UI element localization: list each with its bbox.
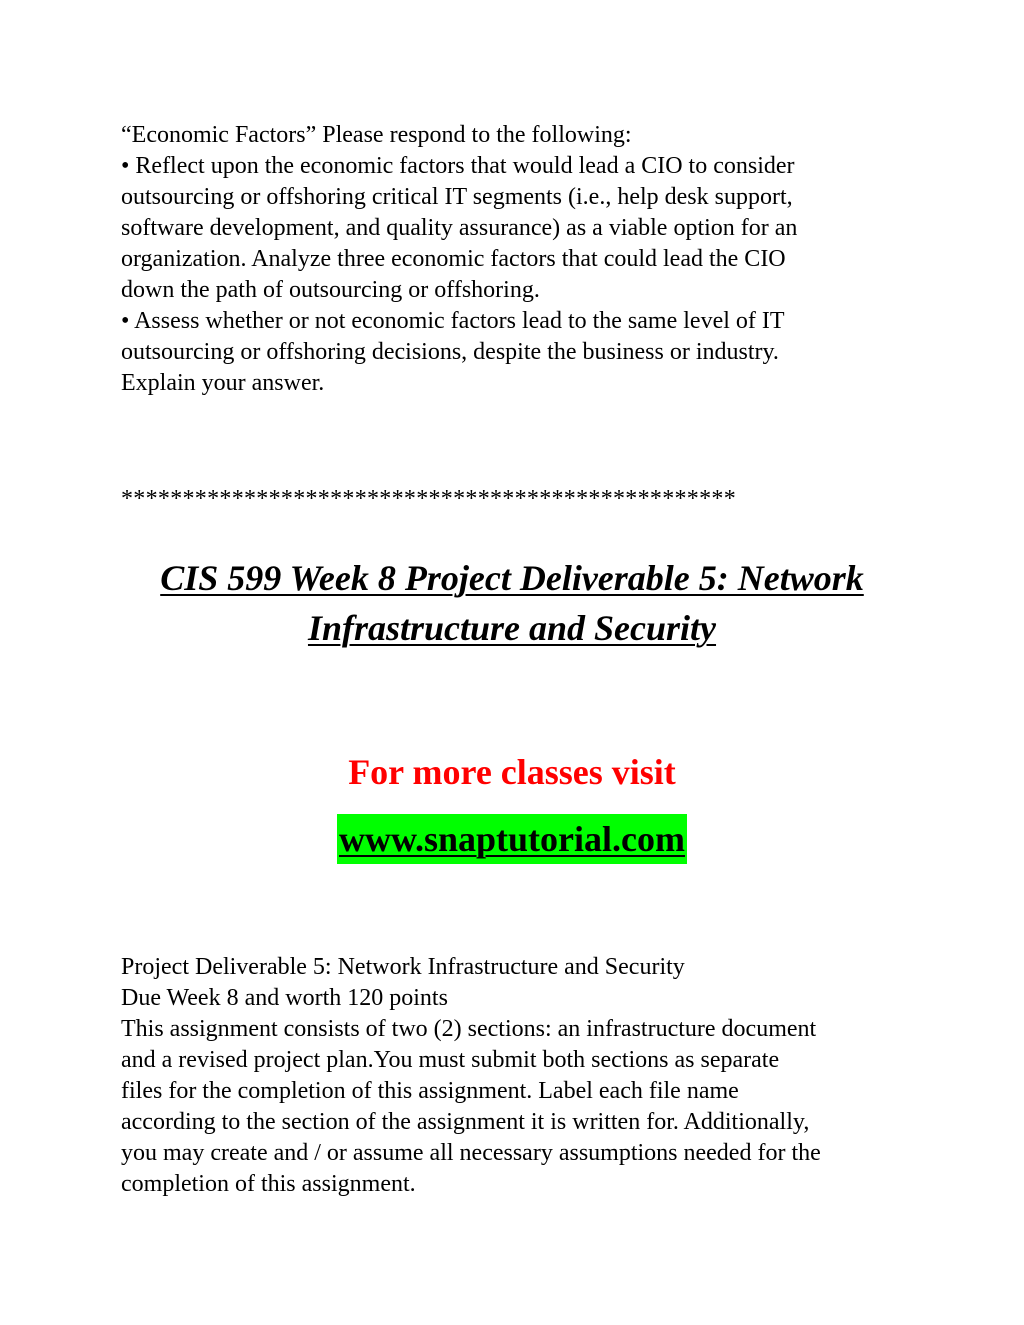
prompt-line: • Reflect upon the economic factors that would lead a CIO to consider (121, 153, 795, 179)
promo-link-wrapper (0, 814, 1024, 864)
heading-line (0, 553, 1024, 603)
promo-text: For more classes visit (348, 752, 676, 792)
description-line: and a revised project plan.You must submit both sections as separate (121, 1047, 780, 1073)
prompt-line: organization. Analyze three economic factors that could lead the CIO (121, 246, 786, 272)
description-line: Project Deliverable 5: Network Infrastructure and Security (121, 954, 685, 980)
prompt-line: down the path of outsourcing or offshoring. (121, 277, 540, 303)
description-line: you may create and / or assume all necessary assumptions needed for the (121, 1140, 821, 1166)
heading-line (0, 603, 1024, 653)
course-heading[interactable] (0, 553, 1024, 653)
discussion-prompt (121, 120, 921, 399)
prompt-line: “Economic Factors” Please respond to the following: (121, 122, 632, 148)
prompt-line: • Assess whether or not economic factors lead to the same level of IT (121, 308, 785, 334)
prompt-line: outsourcing or offshoring critical IT segments (i.e., help desk support, (121, 184, 793, 210)
description-line: This assignment consists of two (2) sections: an infrastructure document (121, 1016, 817, 1042)
prompt-line: outsourcing or offshoring decisions, despite the business or industry. (121, 339, 779, 365)
description-line: according to the section of the assignment it is written for. Additionally, (121, 1109, 810, 1135)
description-line: files for the completion of this assignment. Label each file name (121, 1078, 739, 1104)
project-description (121, 952, 921, 1200)
website-link[interactable]: www.snaptutorial.com (337, 814, 687, 864)
heading-text[interactable]: CIS 599 Week 8 Project Deliverable 5: Network (160, 558, 864, 598)
description-line: completion of this assignment. (121, 1171, 416, 1197)
asterisk-separator: ************************************************** (121, 486, 736, 512)
description-line: Due Week 8 and worth 120 points (121, 985, 448, 1011)
heading-text[interactable]: Infrastructure and Security (307, 608, 717, 648)
prompt-line: Explain your answer. (121, 370, 325, 396)
prompt-line: software development, and quality assurance) as a viable option for an (121, 215, 798, 241)
